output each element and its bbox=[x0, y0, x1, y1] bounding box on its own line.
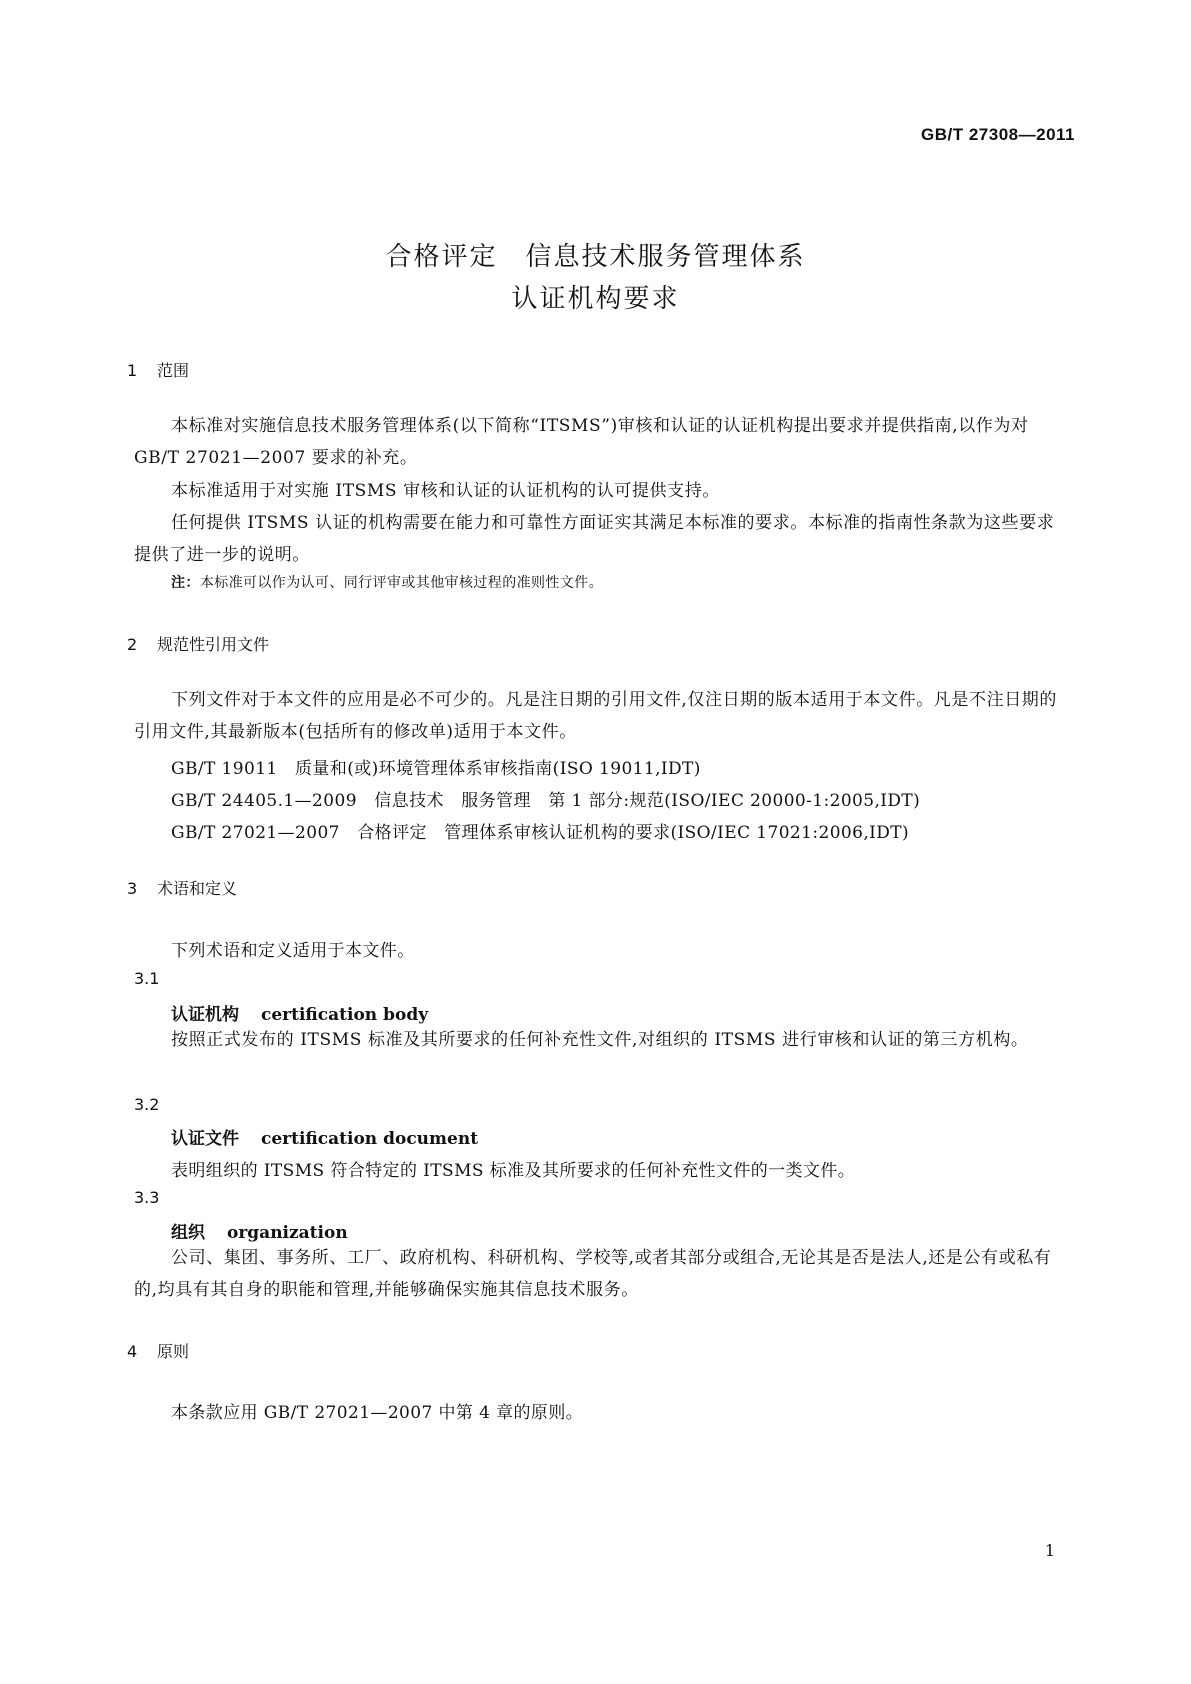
section-title: 规范性引用文件 bbox=[157, 635, 270, 654]
section-number: 4 bbox=[127, 1342, 138, 1361]
section-1-paragraph-3: 任何提供 ITSMS 认证的机构需要在能力和可靠性方面证实其满足本标准的要求。本标准的指南性条款为这些要求提供了进一步的说明。 bbox=[134, 513, 1055, 565]
section-3-heading bbox=[127, 876, 237, 899]
term-heading bbox=[171, 1124, 478, 1149]
term-name-zh: 认证机构 bbox=[171, 1005, 239, 1025]
note-label: 注： bbox=[171, 575, 200, 591]
section-1-paragraph-2: 本标准适用于对实施 ITSMS 审核和认证的认证机构的认可提供支持。 bbox=[171, 481, 720, 501]
term-name-zh: 组织 bbox=[171, 1223, 205, 1243]
section-4-paragraph-1: 本条款应用 GB/T 27021—2007 中第 4 章的原则。 bbox=[171, 1403, 584, 1423]
standard-code: GB/T 27308—2011 bbox=[921, 125, 1075, 144]
section-title: 原则 bbox=[157, 1342, 190, 1361]
term-number: 3.1 bbox=[134, 969, 160, 988]
normative-reference: GB/T 27021—2007 合格评定 管理体系审核认证机构的要求(ISO/IEC 17021:2006,IDT) bbox=[171, 823, 910, 843]
term-definition: 公司、集团、事务所、工厂、政府机构、科研机构、学校等,或者其部分或组合,无论其是否是法人,还是公有或私有的,均具有其自身的职能和管理,并能够确保实施其信息技术服务。 bbox=[134, 1248, 1052, 1300]
section-2-heading bbox=[127, 632, 269, 655]
normative-reference: GB/T 24405.1—2009 信息技术 服务管理 第 1 部分:规范(ISO/IEC 20000-1:2005,IDT) bbox=[171, 791, 921, 811]
term-definition: 表明组织的 ITSMS 符合特定的 ITSMS 标准及其所要求的任何补充性文件的一类文件。 bbox=[171, 1161, 856, 1181]
section-number: 1 bbox=[127, 361, 138, 380]
normative-reference: GB/T 19011 质量和(或)环境管理体系审核指南(ISO 19011,IDT) bbox=[171, 759, 701, 779]
section-number: 3 bbox=[127, 879, 138, 898]
note-text: 本标准可以作为认可、同行评审或其他审核过程的准则性文件。 bbox=[199, 575, 604, 591]
section-number: 2 bbox=[127, 635, 138, 654]
section-4-heading bbox=[127, 1339, 189, 1362]
section-1-note bbox=[171, 572, 603, 592]
term-number: 3.3 bbox=[134, 1188, 160, 1207]
section-2-paragraph-1: 下列文件对于本文件的应用是必不可少的。凡是注日期的引用文件,仅注日期的版本适用于本文件。凡是不注日期的引用文件,其最新版本(包括所有的修改单)适用于本文件。 bbox=[134, 690, 1058, 742]
term-name-zh: 认证文件 bbox=[171, 1129, 239, 1149]
term-name-en: certification body bbox=[261, 1005, 429, 1025]
term-name-en: organization bbox=[227, 1223, 348, 1243]
term-number: 3.2 bbox=[134, 1095, 160, 1114]
page-number: 1 bbox=[1044, 1541, 1055, 1560]
section-1-heading bbox=[127, 358, 189, 381]
document-title-line1: 合格评定 信息技术服务管理体系 bbox=[385, 242, 806, 272]
section-title: 范围 bbox=[157, 361, 190, 380]
term-definition: 按照正式发布的 ITSMS 标准及其所要求的任何补充性文件,对组织的 ITSMS 进行审核和认证的第三方机构。 bbox=[171, 1030, 1029, 1050]
section-1-paragraph-1: 本标准对实施信息技术服务管理体系(以下简称“ITSMS”)审核和认证的认证机构提出要求并提供指南,以作为对 GB/T 27021—2007 要求的补充。 bbox=[134, 416, 1029, 468]
section-3-intro: 下列术语和定义适用于本文件。 bbox=[171, 941, 415, 961]
term-name-en: certification document bbox=[261, 1129, 479, 1149]
document-title-line2: 认证机构要求 bbox=[511, 284, 680, 314]
section-title: 术语和定义 bbox=[157, 879, 238, 898]
term-heading bbox=[171, 1000, 428, 1025]
term-heading bbox=[171, 1218, 348, 1243]
